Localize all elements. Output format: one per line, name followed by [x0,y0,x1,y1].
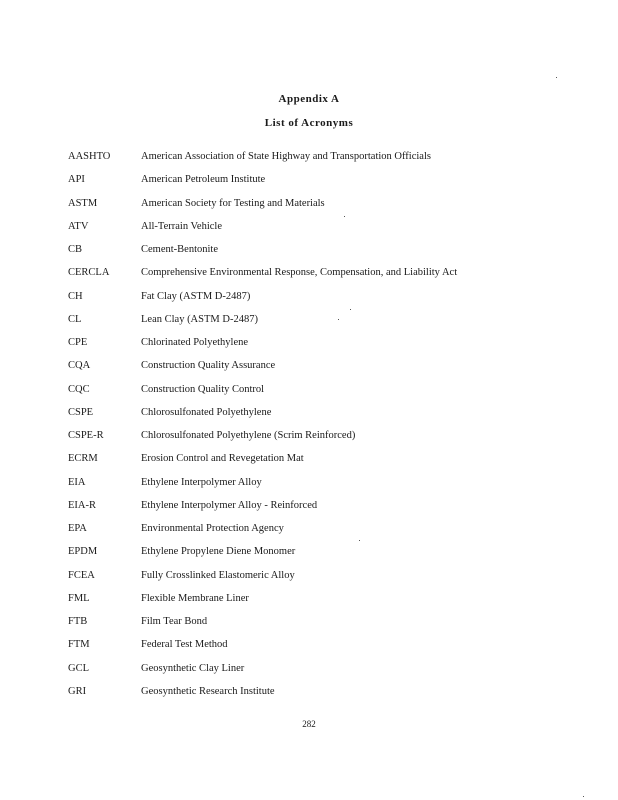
acronym-definition: Lean Clay (ASTM D-2487) [141,313,258,325]
acronym-definition: Film Tear Bond [141,616,208,627]
acronym-abbreviation: CSPE-R [68,430,104,441]
acronym-definition: Geosynthetic Research Institute [141,685,275,697]
list-title: List of Acronyms [264,117,354,129]
acronym-abbreviation: ASTM [68,197,98,209]
acronym-abbreviation: FTB [68,616,88,627]
acronym-row [68,545,568,568]
acronym-definition: American Association of State Highway and Transportation Officials [141,151,431,162]
acronym-definition: Cement-Bentonite [141,244,218,255]
acronym-abbreviation: CSPE [68,406,94,418]
page-number: 282 [302,719,316,729]
acronym-definition: Construction Quality Control [141,383,265,395]
acronym-abbreviation: CL [68,313,82,325]
acronym-row [68,592,568,615]
acronym-abbreviation: AASHTO [68,151,111,162]
acronym-definition: Geosynthetic Clay Liner [141,662,245,674]
acronym-definition: Environmental Protection Agency [141,523,284,534]
scan-speck [344,216,345,217]
acronym-row [68,383,568,406]
acronym-definition: Fully Crosslinked Elastomeric Alloy [141,569,295,581]
acronym-list [68,150,568,708]
acronym-row [68,569,568,592]
acronym-row [68,638,568,661]
acronym-row [68,522,568,545]
appendix-title: Appendix A [278,93,340,105]
acronym-abbreviation: CH [68,290,83,302]
acronym-abbreviation: CB [68,244,83,255]
acronym-row [68,476,568,499]
acronym-row [68,266,568,289]
acronym-row [68,615,568,638]
scan-speck [338,319,339,320]
acronym-definition: Erosion Control and Revegetation Mat [141,453,304,465]
acronym-row [68,313,568,336]
acronym-definition: Comprehensive Environmental Response, Compensation, and Liability Act [141,267,458,279]
acronym-abbreviation: CERCLA [68,267,110,279]
acronym-abbreviation: FML [68,592,90,604]
acronym-row [68,499,568,522]
acronym-abbreviation: CQC [68,383,90,395]
acronym-definition: Chlorosulfonated Polyethylene (Scrim Reinforced) [141,430,356,441]
scan-speck [583,796,584,797]
acronym-definition: American Petroleum Institute [141,174,266,186]
acronym-abbreviation: EIA-R [68,499,96,511]
acronym-abbreviation: EPDM [68,546,98,558]
scan-speck [556,77,557,78]
acronym-row [68,406,568,429]
acronym-definition: Ethylene Interpolymer Alloy [141,476,262,488]
acronym-abbreviation: EIA [68,476,86,488]
acronym-abbreviation: ATV [68,220,89,232]
acronym-definition: American Society for Testing and Materials [141,197,325,209]
acronym-row [68,359,568,382]
scan-speck [350,309,351,310]
acronym-row [68,173,568,196]
acronym-abbreviation: API [68,174,85,186]
acronym-definition: Chlorinated Polyethylene [141,337,249,348]
acronym-definition: All-Terrain Vehicle [141,220,222,232]
acronym-row [68,197,568,220]
acronym-row [68,290,568,313]
acronym-abbreviation: FTM [68,639,90,651]
acronym-definition: Ethylene Interpolymer Alloy - Reinforced [141,499,318,511]
acronym-abbreviation: FCEA [68,569,95,581]
acronym-abbreviation: GCL [68,662,89,674]
acronym-row [68,662,568,685]
acronym-definition: Chlorosulfonated Polyethylene [141,406,272,418]
acronym-row [68,452,568,475]
acronym-row [68,150,568,173]
acronym-row [68,429,568,452]
acronym-abbreviation: GRI [68,685,87,697]
acronym-definition: Flexible Membrane Liner [141,592,249,604]
acronym-row [68,685,568,708]
acronym-abbreviation: ECRM [68,453,98,465]
acronym-row [68,336,568,359]
acronym-definition: Construction Quality Assurance [141,360,276,372]
acronym-abbreviation: CPE [68,337,88,348]
acronym-definition: Fat Clay (ASTM D-2487) [141,290,251,302]
acronym-definition: Ethylene Propylene Diene Monomer [141,546,296,558]
acronym-abbreviation: EPA [68,523,87,534]
acronym-row [68,243,568,266]
acronym-row [68,220,568,243]
acronym-abbreviation: CQA [68,360,91,372]
scan-speck [359,540,360,541]
acronym-definition: Federal Test Method [141,639,228,651]
